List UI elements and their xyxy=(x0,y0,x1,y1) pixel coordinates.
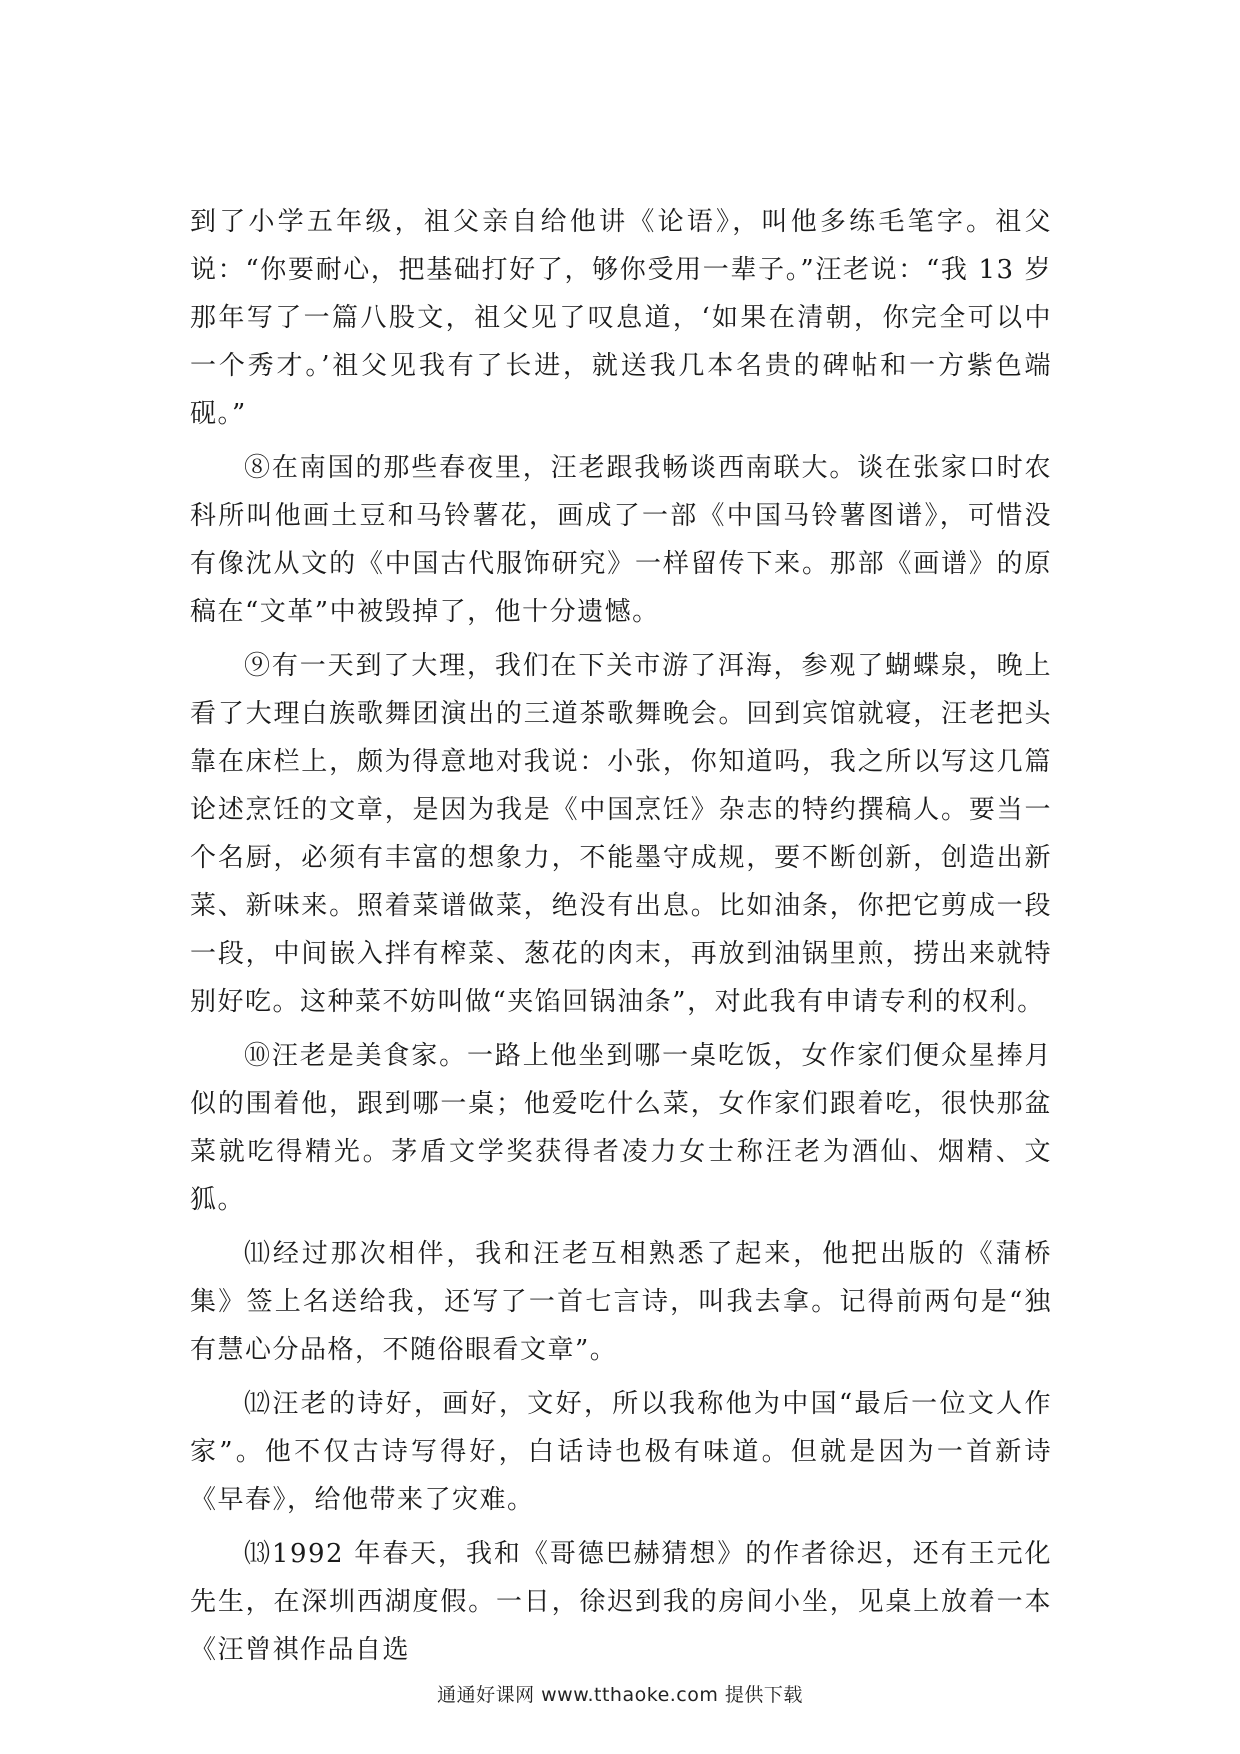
page-footer: 通通好课网 www.tthaoke.com 提供下载 xyxy=(437,1684,803,1706)
paragraph-10: ⑩汪老是美食家。一路上他坐到哪一桌吃饭，女作家们便众星捧月似的围着他，跟到哪一桌；他爱吃什么菜，女作家们跟着吃，很快那盆菜就吃得精光。茅盾文学奖获得者凌力女士称汪老为酒仙、烟精、文狐。 xyxy=(190,1041,1052,1215)
paragraph-continued: 到了小学五年级，祖父亲自给他讲《论语》，叫他多练毛笔字。祖父说：“你要耐心，把基础打好了，够你受用一辈子。”汪老说：“我 13 岁那年写了一篇八股文，祖父见了叹息道，‘如果在清朝，你完全可以中一个秀才。’祖父见我有了长进，就送我几本名贵的碑帖和一方紫色端砚。” xyxy=(190,207,1052,429)
paragraph-9: ⑨有一天到了大理，我们在下关市游了洱海，参观了蝴蝶泉，晚上看了大理白族歌舞团演出的三道茶歌舞晚会。回到宾馆就寝，汪老把头靠在床栏上，颇为得意地对我说：小张，你知道吗，我之所以写这几篇论述烹饪的文章，是因为我是《中国烹饪》杂志的特约撰稿人。要当一个名厨，必须有丰富的想象力，不能墨守成规，要不断创新，创造出新菜、新味来。照着菜谱做菜，绝没有出息。比如油条，你把它剪成一段一段，中间嵌入拌有榨菜、葱花的肉末，再放到油锅里煎，捞出来就特别好吃。这种菜不妨叫做“夹馅回锅油条”，对此我有申请专利的权利。 xyxy=(190,651,1052,1017)
paragraph-13: ⒀1992 年春天，我和《哥德巴赫猜想》的作者徐迟，还有王元化先生，在深圳西湖度假。一日，徐迟到我的房间小坐，见桌上放着一本《汪曾祺作品自选 xyxy=(190,1539,1052,1665)
article-body xyxy=(190,198,1052,1674)
paragraph-8: ⑧在南国的那些春夜里，汪老跟我畅谈西南联大。谈在张家口时农科所叫他画土豆和马铃薯花，画成了一部《中国马铃薯图谱》，可惜没有像沈从文的《中国古代服饰研究》一样留传下来。那部《画谱》的原稿在“文革”中被毁掉了，他十分遗憾。 xyxy=(190,453,1052,627)
paragraph-12: ⑿汪老的诗好，画好，文好，所以我称他为中国“最后一位文人作家”。他不仅古诗写得好，白话诗也极有味道。但就是因为一首新诗《早春》，给他带来了灾难。 xyxy=(190,1389,1052,1515)
paragraph-11: ⑾经过那次相伴，我和汪老互相熟悉了起来，他把出版的《蒲桥集》签上名送给我，还写了一首七言诗，叫我去拿。记得前两句是“独有慧心分品格，不随俗眼看文章”。 xyxy=(190,1239,1052,1365)
